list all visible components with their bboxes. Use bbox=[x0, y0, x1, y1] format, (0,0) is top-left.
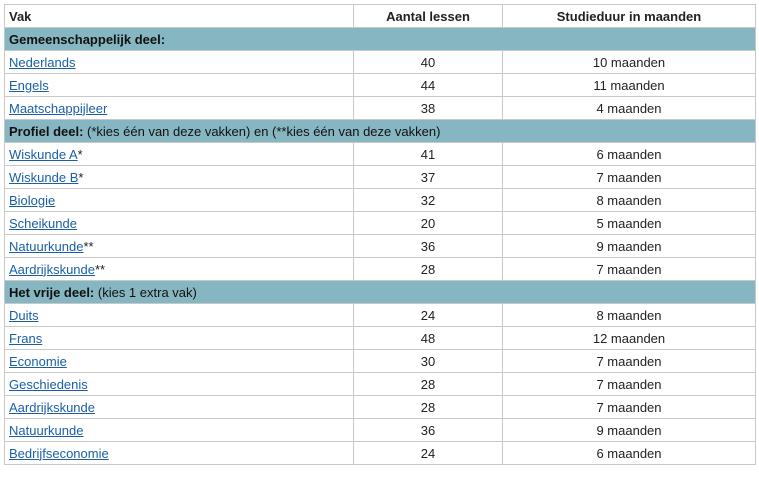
lessons-cell: 30 bbox=[354, 350, 503, 373]
course-link[interactable]: Wiskunde B bbox=[9, 169, 79, 185]
section-title-bold: Het vrije deel: bbox=[9, 284, 95, 300]
duration-cell: 9 maanden bbox=[503, 419, 756, 442]
section-title-note: (*kies één van deze vakken) en (**kies één van deze vakken) bbox=[83, 123, 441, 139]
lessons-cell: 32 bbox=[354, 189, 503, 212]
duration-cell: 8 maanden bbox=[503, 304, 756, 327]
table-row bbox=[5, 350, 756, 373]
duration-cell: 6 maanden bbox=[503, 143, 756, 166]
section-title-bold: Profiel deel: bbox=[9, 123, 84, 139]
course-cell bbox=[5, 235, 354, 258]
lessons-cell: 44 bbox=[354, 74, 503, 97]
lessons-cell: 40 bbox=[354, 51, 503, 74]
table-row bbox=[5, 327, 756, 350]
table-row bbox=[5, 442, 756, 465]
lessons-cell: 36 bbox=[354, 235, 503, 258]
course-link[interactable]: Aardrijkskunde bbox=[9, 399, 95, 415]
duration-cell: 5 maanden bbox=[503, 212, 756, 235]
course-cell bbox=[5, 327, 354, 350]
course-cell bbox=[5, 189, 354, 212]
lessons-cell: 38 bbox=[354, 97, 503, 120]
duration-cell: 6 maanden bbox=[503, 442, 756, 465]
course-cell bbox=[5, 212, 354, 235]
lessons-cell: 28 bbox=[354, 396, 503, 419]
table-row bbox=[5, 97, 756, 120]
course-cell bbox=[5, 419, 354, 442]
course-link[interactable]: Economie bbox=[9, 353, 67, 369]
course-cell bbox=[5, 396, 354, 419]
course-link[interactable]: Scheikunde bbox=[9, 215, 77, 231]
course-link[interactable]: Bedrijfseconomie bbox=[9, 445, 109, 461]
course-cell bbox=[5, 143, 354, 166]
table-row bbox=[5, 373, 756, 396]
lessons-cell: 24 bbox=[354, 304, 503, 327]
duration-cell: 7 maanden bbox=[503, 350, 756, 373]
choice-marker: ** bbox=[83, 238, 94, 254]
course-link[interactable]: Wiskunde A bbox=[9, 146, 78, 162]
course-cell bbox=[5, 97, 354, 120]
lessons-cell: 48 bbox=[354, 327, 503, 350]
course-link[interactable]: Duits bbox=[9, 307, 39, 323]
table-row bbox=[5, 304, 756, 327]
lessons-cell: 28 bbox=[354, 258, 503, 281]
section-row bbox=[5, 281, 756, 304]
table-row bbox=[5, 419, 756, 442]
course-cell bbox=[5, 442, 354, 465]
table-row bbox=[5, 189, 756, 212]
course-link[interactable]: Natuurkunde bbox=[9, 422, 84, 438]
table-row bbox=[5, 51, 756, 74]
course-link[interactable]: Maatschappijleer bbox=[9, 100, 108, 116]
choice-marker: * bbox=[78, 169, 84, 185]
section-row bbox=[5, 120, 756, 143]
course-link[interactable]: Geschiedenis bbox=[9, 376, 88, 392]
header-row bbox=[5, 5, 756, 28]
table-row bbox=[5, 166, 756, 189]
course-link[interactable]: Engels bbox=[9, 77, 49, 93]
duration-cell: 7 maanden bbox=[503, 373, 756, 396]
duration-cell: 9 maanden bbox=[503, 235, 756, 258]
lessons-cell: 37 bbox=[354, 166, 503, 189]
course-link[interactable]: Aardrijkskunde bbox=[9, 261, 95, 277]
section-title bbox=[5, 28, 756, 51]
header-duration: Studieduur in maanden bbox=[503, 5, 756, 28]
duration-cell: 7 maanden bbox=[503, 396, 756, 419]
course-table bbox=[4, 4, 756, 465]
course-cell bbox=[5, 51, 354, 74]
course-cell bbox=[5, 373, 354, 396]
duration-cell: 8 maanden bbox=[503, 189, 756, 212]
course-link[interactable]: Frans bbox=[9, 330, 43, 346]
header-lessons: Aantal lessen bbox=[354, 5, 503, 28]
course-link[interactable]: Nederlands bbox=[9, 54, 76, 70]
lessons-cell: 24 bbox=[354, 442, 503, 465]
choice-marker: * bbox=[77, 146, 83, 162]
table-row bbox=[5, 212, 756, 235]
duration-cell: 7 maanden bbox=[503, 258, 756, 281]
table-row bbox=[5, 396, 756, 419]
table-row bbox=[5, 235, 756, 258]
table-header bbox=[5, 5, 756, 28]
lessons-cell: 36 bbox=[354, 419, 503, 442]
course-cell bbox=[5, 304, 354, 327]
lessons-cell: 20 bbox=[354, 212, 503, 235]
course-link[interactable]: Biologie bbox=[9, 192, 56, 208]
duration-cell: 4 maanden bbox=[503, 97, 756, 120]
lessons-cell: 28 bbox=[354, 373, 503, 396]
section-title bbox=[5, 120, 756, 143]
lessons-cell: 41 bbox=[354, 143, 503, 166]
header-vak: Vak bbox=[5, 5, 354, 28]
course-cell bbox=[5, 166, 354, 189]
course-link[interactable]: Natuurkunde bbox=[9, 238, 84, 254]
section-title bbox=[5, 281, 756, 304]
course-cell bbox=[5, 350, 354, 373]
choice-marker: ** bbox=[95, 261, 106, 277]
course-cell bbox=[5, 258, 354, 281]
section-title-note: (kies 1 extra vak) bbox=[94, 284, 197, 300]
section-row bbox=[5, 28, 756, 51]
duration-cell: 12 maanden bbox=[503, 327, 756, 350]
duration-cell: 7 maanden bbox=[503, 166, 756, 189]
course-cell bbox=[5, 74, 354, 97]
duration-cell: 11 maanden bbox=[503, 74, 756, 97]
table-row bbox=[5, 143, 756, 166]
table-body bbox=[5, 28, 756, 465]
table-row bbox=[5, 74, 756, 97]
table-row bbox=[5, 258, 756, 281]
section-title-bold: Gemeenschappelijk deel: bbox=[9, 31, 166, 47]
duration-cell: 10 maanden bbox=[503, 51, 756, 74]
